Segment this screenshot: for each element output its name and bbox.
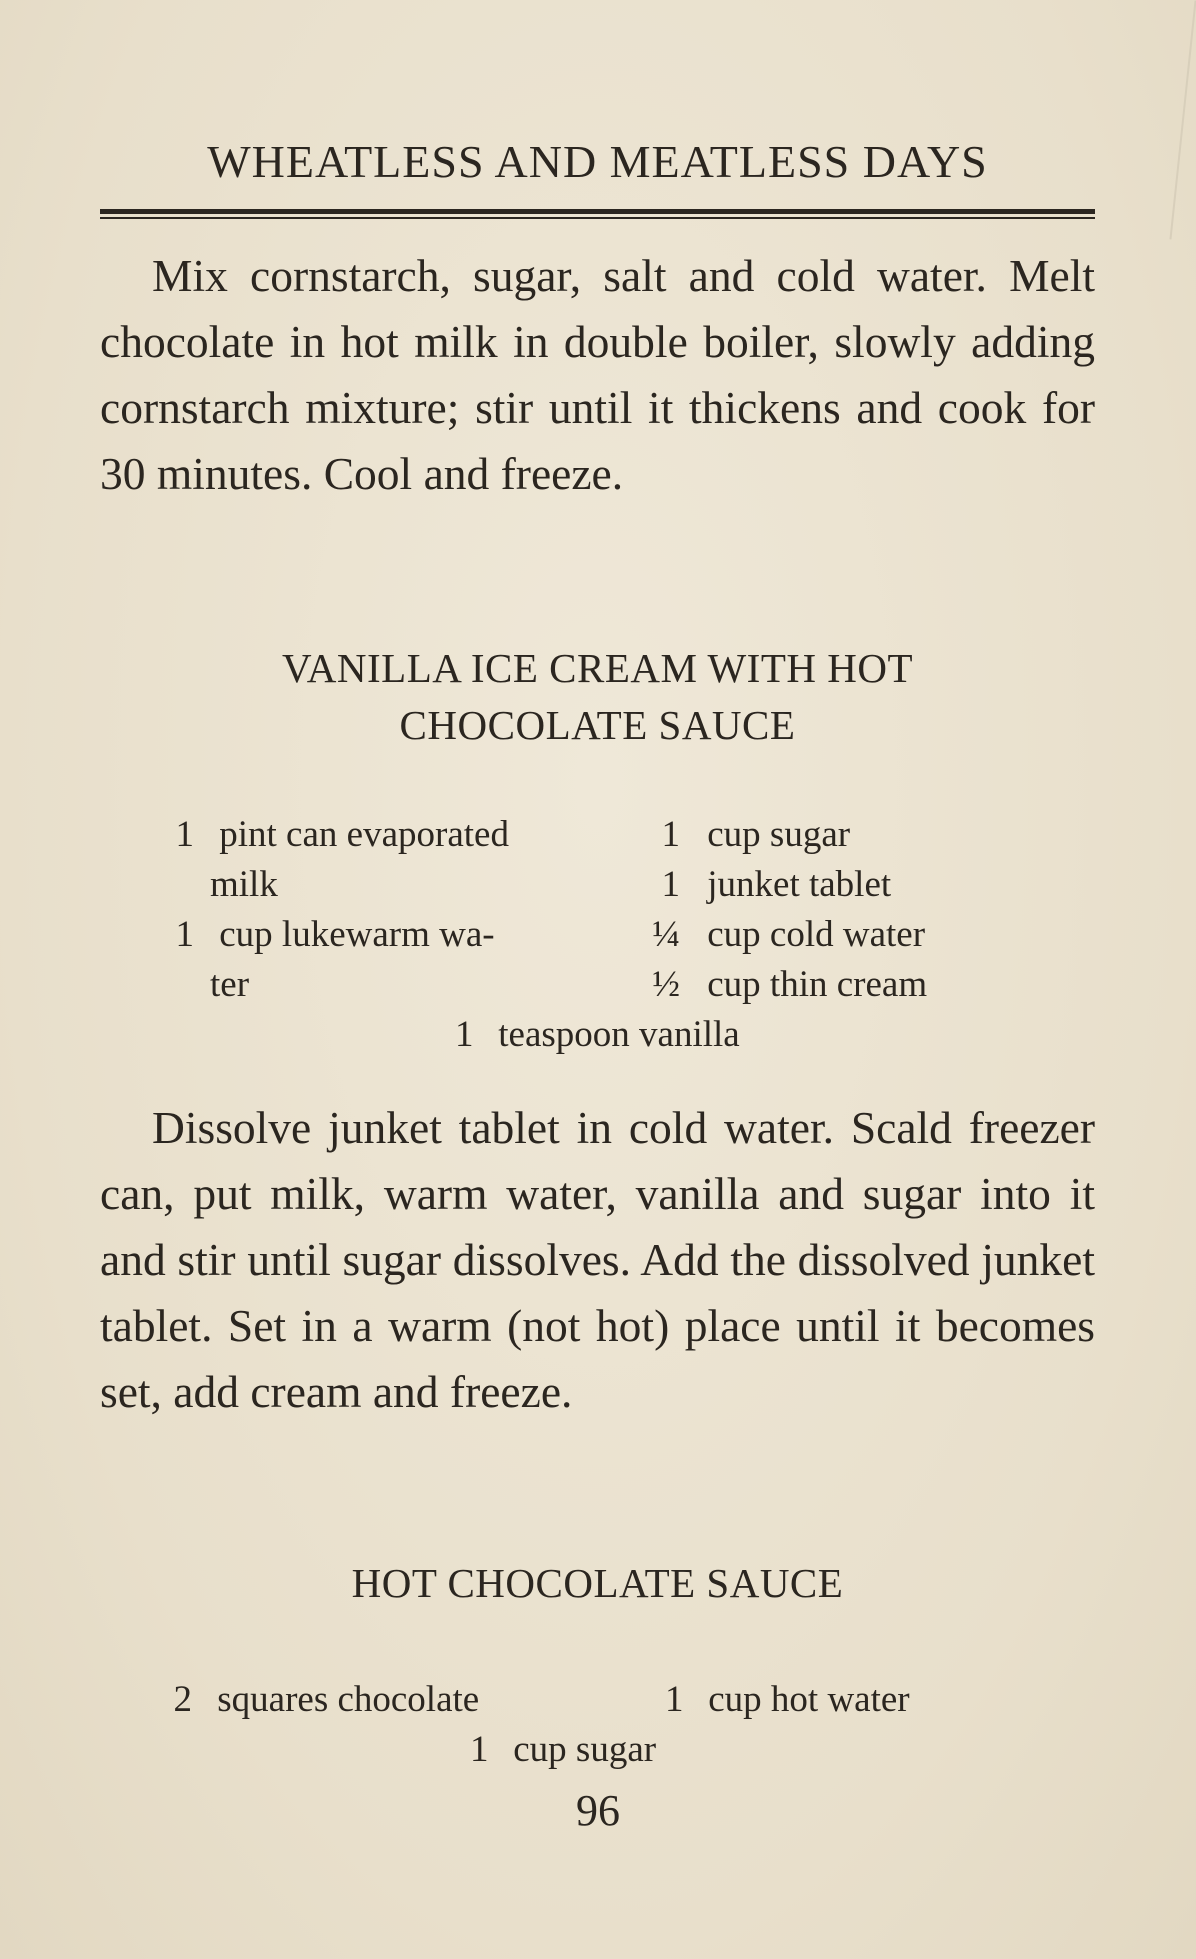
ingredient-vanilla [455,1010,740,1060]
ingredient-text: cup thin cream [707,964,928,1005]
ingredient-cold-water [650,910,925,960]
ingredient-text: cup cold water [707,914,926,955]
ingredient-sugar [650,810,850,860]
ingredient-qty: 1 [470,1729,489,1770]
header-rule-thick [100,209,1095,214]
running-header: WHEATLESS AND MEATLESS DAYS [207,136,988,187]
ingredient-hot-water [665,1675,910,1725]
ingredient-qty: 1 [661,814,680,855]
page-edge-mark [1169,1,1196,240]
ingredient-qty: 2 [173,1679,192,1720]
ingredient-text: cup lukewarm wa- [219,914,495,955]
ingredient-junket-tablet [650,860,891,910]
ingredient-qty: 1 [665,1679,684,1720]
header-rule-thin [100,217,1095,219]
ingredient-text: cup sugar [707,814,851,855]
ingredient-qty: 1 [175,914,194,955]
ingredient-lukewarm-water [170,910,495,960]
ingredient-text: cup hot water [708,1679,910,1720]
ingredient-qty: 1 [661,864,680,905]
ingredient-chocolate [168,1675,479,1725]
ingredient-continuation: ter [210,964,250,1005]
ingredient-qty: ¼ [652,914,680,955]
recipe-title-line-2: CHOCOLATE SAUCE [399,702,796,748]
ingredient-text: cup sugar [513,1729,657,1770]
ingredient-qty: ½ [652,964,680,1005]
ingredient-thin-cream [650,960,927,1010]
paragraph-instructions-1: Mix cornstarch, sugar, salt and cold water. Melt chocolate in hot milk in double boiler, slowly adding cornstarch mixture; stir until it thickens and cook for 30 minutes. Cool and freeze. [100,250,1095,499]
ingredient-qty: 1 [455,1014,474,1055]
recipe-title-line-1: VANILLA ICE CREAM WITH HOT [281,645,913,691]
paragraph-instructions-2: Dissolve junket tablet in cold water. Scald freezer can, put milk, warm water, vanilla and sugar into it and stir until sugar dissolves. Add the dissolved junket tablet. Set in a warm (not hot) place until it becomes set, add cream and freeze. [100,1102,1095,1417]
ingredient-text: junket tablet [707,864,892,905]
recipe-title-vanilla-ice-cream [100,640,1095,754]
ingredient-text: teaspoon vanilla [498,1014,740,1055]
ingredient-text: pint can evaporated [219,814,509,855]
ingredient-sugar [470,1725,656,1775]
ingredient-text: squares chocolate [217,1679,480,1720]
ingredient-continuation: milk [210,864,278,905]
page-number: 96 [576,1786,620,1835]
recipe-title-hot-chocolate-sauce: HOT CHOCOLATE SAUCE [351,1560,844,1606]
ingredient-qty: 1 [175,814,194,855]
ingredient-evaporated-milk [170,810,509,860]
